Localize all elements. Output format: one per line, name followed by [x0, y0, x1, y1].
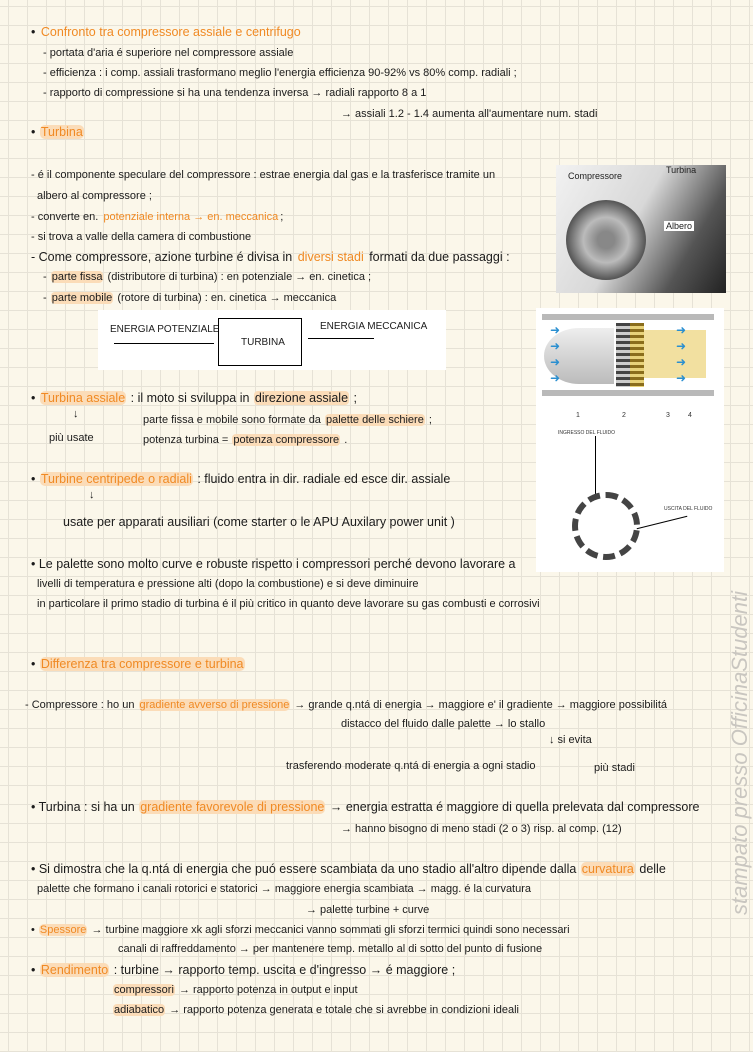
note-line — [142, 433, 348, 447]
highlighted-text: adiabatico — [114, 1004, 165, 1016]
stator-blades — [616, 323, 630, 387]
note-line — [42, 86, 427, 100]
note-line — [30, 557, 517, 571]
inlet-label: INGRESSO DEL FLUIDO — [558, 430, 616, 436]
turbine-engine-photo — [556, 165, 726, 293]
axial-radial-turbine-figures — [536, 308, 724, 572]
flow-arrows-icon: ➜ ➜ ➜ ➜ — [676, 323, 687, 385]
text-segment: • Turbina : si ha un — [31, 800, 139, 814]
note-line — [62, 515, 456, 529]
highlighted-text: palette delle schiere — [325, 414, 424, 426]
text-segment: distacco del fluido dalle palette → lo stallo — [341, 718, 546, 730]
diagram-block-label: TURBINA — [241, 337, 285, 348]
text-segment: formati da due passaggi : — [365, 250, 510, 264]
text-segment: → turbine maggiore xk agli sforzi meccanici vanno sommati gli sforzi termici quindi sono necessari — [88, 924, 570, 936]
shaft — [644, 330, 706, 378]
arrow-right-icon — [308, 338, 374, 339]
text-segment: → grande q.ntá di energia → maggiore e' il gradiente → maggiore possibilitá — [291, 699, 668, 711]
note-line — [113, 983, 359, 997]
radial-rotor-drawing — [572, 492, 640, 560]
note-line — [340, 107, 598, 121]
note-line — [113, 1003, 520, 1017]
text-segment: in particolare il primo stadio di turbina é il più critico in quanto deve lavorare su gas combusti e corrosivi — [37, 598, 540, 610]
text-segment: → palette turbine + curve — [306, 904, 430, 916]
text-segment: parte fissa e mobile sono formate da — [143, 414, 324, 426]
note-line — [30, 25, 302, 39]
text-segment: • — [31, 657, 39, 671]
note-line — [30, 250, 511, 264]
text-segment: • — [31, 963, 39, 977]
highlighted-text: potenza compressore — [233, 434, 340, 446]
text-segment: - Come compressore, azione turbine é divisa in — [31, 250, 296, 264]
turbine-label: Turbina — [666, 165, 697, 175]
text-segment: - si trova a valle della camera di combustione — [31, 231, 252, 243]
note-line — [30, 963, 456, 977]
text-segment: : turbine → rapporto temp. uscita e d'ingresso → é maggiore ; — [110, 963, 456, 977]
label-1: 1 — [576, 412, 580, 419]
text-segment: (distributore di turbina) : en potenziale → en. cinetica ; — [104, 271, 372, 283]
text-segment: - é il componente speculare del compressore : estrae energia dal gas e la trasferisce tramite un — [31, 169, 496, 181]
text-segment: - rapporto di compressione si ha una tendenza inversa → radiali rapporto 8 a 1 — [43, 87, 427, 99]
note-line — [340, 717, 546, 731]
shaft-label: Albero — [666, 221, 693, 231]
text-segment: ↓ — [73, 408, 79, 420]
text-segment: palette che formano i canali rotorici e statorici → maggiore energia scambiata → magg. é la curvatura — [37, 883, 532, 895]
text-segment: → assiali 1.2 - 1.4 aumenta all'aumentare num. stadi — [341, 108, 598, 120]
diagram-output-label: ENERGIA MECCANICA — [320, 321, 428, 332]
text-segment: • — [31, 25, 39, 39]
note-line — [42, 46, 294, 60]
orange-highlighted-text: gradiente favorevole di pressione — [140, 800, 325, 814]
watermark: stampato presso OfficinaStudenti — [727, 590, 752, 916]
note-line — [30, 472, 451, 486]
orange-highlighted-text: Rendimento — [40, 963, 109, 977]
text-segment: potenza turbina = — [143, 434, 232, 446]
text-segment: - — [43, 292, 50, 304]
compressor-fan-shape — [566, 200, 646, 280]
note-line — [142, 413, 433, 427]
text-segment: • — [31, 472, 39, 486]
note-line — [340, 822, 623, 836]
highlighted-text: parte mobile — [51, 292, 113, 304]
note-line — [30, 862, 667, 876]
note-line — [36, 189, 153, 203]
text-segment: - efficienza : i comp. assiali trasformano meglio l'energia efficienza 90-92% vs 80% comp. radiali ; — [43, 67, 517, 79]
note-line — [30, 657, 245, 671]
text-segment: . — [341, 434, 348, 446]
note-line — [117, 942, 543, 956]
text-segment: ; — [350, 391, 357, 405]
label-4: 4 — [688, 412, 692, 419]
orange-text: Confronto tra compressore assiale e centrifugo — [40, 25, 301, 39]
orange-highlighted-text: gradiente avverso di pressione — [139, 699, 290, 711]
casing-top — [542, 314, 714, 320]
label-3: 3 — [666, 412, 670, 419]
text-segment: usate per apparati ausiliari (come starter o le APU Auxilary power unit ) — [63, 515, 455, 529]
arrow-right-icon — [637, 516, 688, 530]
text-segment: → rapporto potenza generata e totale che si avrebbe in condizioni ideali — [166, 1004, 519, 1016]
text-segment: • Le palette sono molto curve e robuste rispetto i compressori perché devono lavorare a — [31, 557, 516, 571]
flow-arrows-icon: ➜ ➜ ➜ ➜ — [550, 323, 561, 385]
note-line — [548, 733, 593, 747]
text-segment: ; — [425, 414, 432, 426]
note-line — [42, 66, 518, 80]
note-line — [30, 210, 284, 224]
text-segment: - — [43, 271, 50, 283]
text-segment: - portata d'aria é superiore nel compressore assiale — [43, 47, 294, 59]
note-line — [30, 230, 252, 244]
text-segment: - Compressore : ho un — [25, 699, 138, 711]
note-line — [305, 903, 430, 917]
text-segment: ↓ si evita — [549, 734, 592, 746]
note-line — [593, 761, 636, 775]
note-line — [285, 759, 537, 773]
orange-highlighted-text: Spessore — [39, 924, 87, 936]
highlighted-text: direzione assiale — [254, 391, 349, 405]
orange-highlighted-text: Differenza tra compressore e turbina — [40, 657, 244, 671]
note-line — [42, 270, 372, 284]
text-segment: (rotore di turbina) : en. cinetica → meccanica — [114, 292, 337, 304]
text-segment: livelli di temperatura e pressione alti (dopo la combustione) e si deve diminuire — [37, 578, 419, 590]
text-segment: • — [31, 125, 39, 139]
rotor-blades — [630, 323, 644, 387]
note-line — [30, 923, 571, 937]
text-segment: → energia estratta é maggiore di quella prelevata dal compressore — [326, 800, 700, 814]
orange-text: diversi stadi — [297, 250, 364, 264]
highlighted-text: compressori — [114, 984, 174, 996]
text-segment: ; — [280, 211, 284, 223]
orange-highlighted-text: Turbina assiale — [40, 391, 126, 405]
casing-bottom — [542, 390, 714, 396]
diagram-input-label: ENERGIA POTENZIALE — [110, 324, 220, 335]
text-segment: • — [31, 391, 39, 405]
highlighted-text: parte fissa — [51, 271, 103, 283]
note-line — [48, 431, 95, 445]
energy-diagram — [98, 310, 446, 370]
text-segment: ↓ — [89, 489, 95, 501]
note-line — [30, 800, 701, 814]
label-2: 2 — [622, 412, 626, 419]
note-line — [36, 597, 541, 611]
text-segment: più stadi — [594, 762, 635, 774]
note-line — [30, 391, 358, 405]
arrow-right-icon — [114, 343, 214, 344]
text-segment: canali di raffreddamento → per mantenere temp. metallo al di sotto del punto di fusione — [118, 943, 543, 955]
note-line — [30, 125, 84, 139]
text-segment: - converte en. — [31, 211, 102, 223]
outlet-label: USCITA DEL FLUIDO — [664, 506, 713, 512]
text-segment: • — [31, 924, 38, 936]
note-line — [36, 882, 532, 896]
text-segment: delle — [635, 862, 666, 876]
text-segment: più usate — [49, 432, 94, 444]
arrow-down-icon — [595, 436, 596, 494]
orange-highlighted-text: Turbina — [40, 125, 83, 139]
compressor-label: Compressore — [568, 171, 623, 181]
text-segment: • Si dimostra che la q.ntá di energia che puó essere scambiata da uno stadio all'altro dipende dalla — [31, 862, 580, 876]
note-line — [30, 168, 496, 182]
text-segment: → hanno bisogno di meno stadi (2 o 3) risp. al comp. (12) — [341, 823, 622, 835]
note-line — [88, 488, 96, 502]
note-line — [36, 577, 420, 591]
text-segment: : fluido entra in dir. radiale ed esce dir. assiale — [193, 472, 451, 486]
note-line — [72, 407, 80, 421]
orange-text: potenziale interna → en. meccanica — [103, 211, 279, 223]
text-segment: trasferendo moderate q.ntá di energia a ogni stadio — [286, 760, 536, 772]
text-segment: → rapporto potenza in output e input — [175, 984, 358, 996]
text-segment: : il moto si sviluppa in — [127, 391, 253, 405]
note-line — [24, 698, 668, 712]
orange-highlighted-text: Turbine centripede o radiali — [40, 472, 192, 486]
orange-highlighted-text: curvatura — [581, 862, 634, 876]
text-segment: albero al compressore ; — [37, 190, 152, 202]
note-line — [42, 291, 337, 305]
